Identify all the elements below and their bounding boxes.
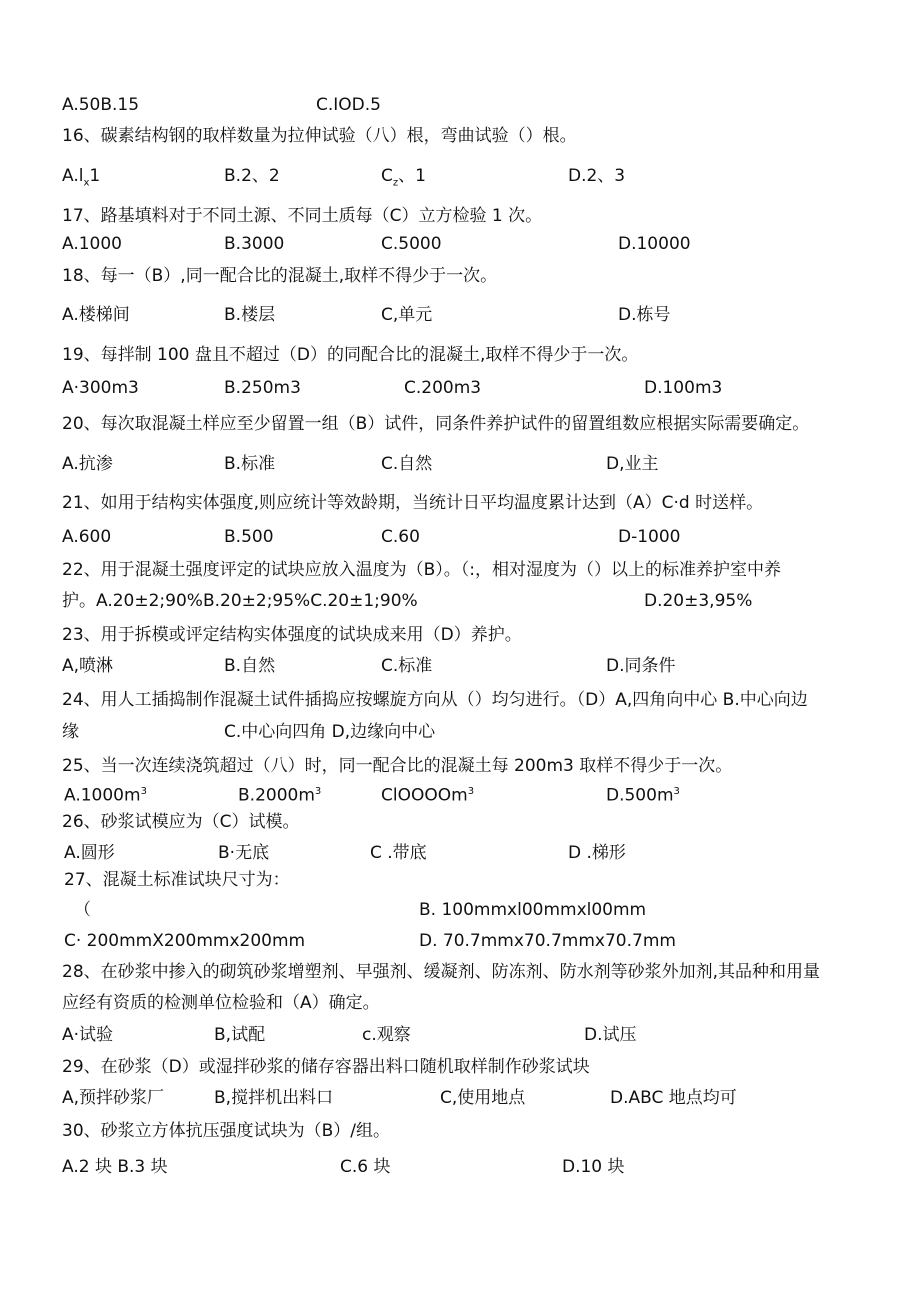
q27-option-a: （: [74, 900, 91, 920]
q23-stem: 23、用于拆模或评定结构实体强度的试块成来用（D）养护。: [62, 625, 522, 645]
q23-option-b: B.自然: [224, 656, 276, 676]
q30-stem: 30、砂浆立方体抗压强度试块为（B）/组。: [62, 1121, 391, 1141]
q23-option-d: D.同条件: [606, 656, 676, 676]
q21-option-b: B.500: [224, 527, 274, 547]
q28-option-d: D.试压: [584, 1025, 637, 1045]
q15-option-c: C.IOD.5: [316, 95, 381, 115]
q25-option-d: $D.500m^3$: [606, 785, 680, 806]
q29-option-b: B,搅拌机出料口: [214, 1088, 334, 1108]
q18-option-c: C,单元: [381, 305, 433, 325]
q27-stem: 27、混凝土标准试块尺寸为：: [64, 870, 290, 890]
q29-stem: 29、在砂浆（D）或湿拌砂浆的储存容器出料口随机取样制作砂浆试块: [62, 1057, 590, 1077]
q27-option-d: D. 70.7mmx70.7mmx70.7mm: [419, 931, 676, 951]
q17-option-d: D.10000: [618, 234, 691, 254]
q17-option-b: B.3000: [224, 234, 285, 254]
q18-stem: 18、每一（B）,同一配合比的混凝土,取样不得少于一次。: [62, 266, 498, 286]
q29-option-d: D.ABC 地点均可: [610, 1088, 737, 1108]
q18-option-d: D.栋号: [618, 305, 671, 325]
q25-option-a: $A.1000m^3$: [64, 785, 147, 806]
q28-option-b: B,试配: [214, 1025, 266, 1045]
q20-option-c: C.自然: [381, 454, 433, 474]
q28-option-a: A·试验: [62, 1025, 114, 1045]
q30-option-ab: A.2 块 B.3 块: [62, 1157, 168, 1177]
q21-option-a: A.600: [62, 527, 112, 547]
q18-option-b: B.楼层: [224, 305, 276, 325]
q20-stem: 20、每次取混凝土样应至少留置一组（B）试件，同条件养护试件的留置组数应根据实际需要确定。: [62, 414, 810, 434]
q16-option-c: $C_z$、1: [381, 166, 426, 189]
q22-stem: 22、用于混凝土强度评定的试块应放入温度为（B）。（:，相对湿度为（）以上的标准养护室中养: [62, 560, 782, 580]
q30-option-c: C.6 块: [340, 1157, 391, 1177]
q19-option-c: C.200m3: [404, 378, 482, 398]
q22-line2: 护。A.20±2;90%B.20±2;95%C.20±1;90%: [62, 591, 418, 611]
q27-option-b: B. 100mmxl00mmxl00mm: [419, 900, 647, 920]
q21-stem: 21、如用于结构实体强度,则应统计等效龄期，当统计日平均温度累计达到（A）C·d 时送样。: [62, 493, 764, 513]
q26-option-c: C .带底: [370, 843, 427, 863]
q23-option-c: C.标准: [381, 656, 433, 676]
q15-option-ab: A.50B.15: [62, 95, 140, 115]
q26-option-d: D .梯形: [568, 843, 626, 863]
q26-option-b: B·无底: [218, 843, 270, 863]
q20-option-b: B.标准: [224, 454, 276, 474]
q16-stem: 16、碳素结构钢的取样数量为拉伸试验（八）根，弯曲试验（）根。: [62, 126, 577, 146]
q22-option-d: D.20±3,95%: [644, 591, 753, 611]
q29-option-a: A,预拌砂浆厂: [62, 1088, 165, 1108]
q24-line2-options: C.中心向四角 D,边缘向中心: [224, 722, 436, 742]
q17-stem: 17、路基填料对于不同土源、不同土质每（C）立方检验 1 次。: [62, 206, 543, 226]
q18-option-a: A.楼梯间: [62, 305, 130, 325]
q21-option-d: D-1000: [618, 527, 681, 547]
q30-option-d: D.10 块: [562, 1157, 625, 1177]
q28-stem: 28、在砂浆中掺入的砌筑砂浆增塑剂、早强剂、缓凝剂、防冻剂、防水剂等砂浆外加剂,其品种和用量: [62, 962, 821, 982]
q29-option-c: C,使用地点: [440, 1088, 526, 1108]
q28-line2: 应经有资质的检测单位检验和（A）确定。: [62, 993, 380, 1013]
q26-stem: 26、砂浆试模应为（C）试模。: [62, 812, 300, 832]
q16-option-a: $A.l_x1$: [62, 166, 101, 189]
q28-option-c: c.观察: [362, 1025, 411, 1045]
q23-option-a: A,喷淋: [62, 656, 114, 676]
q16-option-d: D.2、3: [568, 166, 626, 186]
q25-option-b: $B.2000m^3$: [238, 785, 322, 806]
q26-option-a: A.圆形: [64, 843, 115, 863]
q19-stem: 19、每拌制 100 盘且不超过（D）的同配合比的混凝土,取样不得少于一次。: [62, 345, 639, 365]
q20-option-d: D,业主: [606, 454, 659, 474]
q25-option-c: ClOOOOm$^3$: [381, 785, 475, 806]
q19-option-b: B.250m3: [224, 378, 301, 398]
q17-option-c: C.5000: [381, 234, 442, 254]
q19-option-d: D.100m3: [644, 378, 723, 398]
q21-option-c: C.60: [381, 527, 420, 547]
q17-option-a: A.1000: [62, 234, 122, 254]
q20-option-a: A.抗渗: [62, 454, 113, 474]
q25-stem: 25、当一次连续浇筑超过（八）时，同一配合比的混凝土每 200m3 取样不得少于一次。: [62, 756, 733, 776]
q24-line2-start: 缘: [62, 722, 79, 742]
q27-option-c: C· 200mmX200mmx200mm: [64, 931, 306, 951]
q19-option-a: A·300m3: [62, 378, 139, 398]
q16-option-b: B.2、2: [224, 166, 280, 186]
q24-stem: 24、用人工插捣制作混凝土试件插捣应按螺旋方向从（）均匀进行。（D）A,四角向中心 B.中心向边: [62, 690, 808, 710]
